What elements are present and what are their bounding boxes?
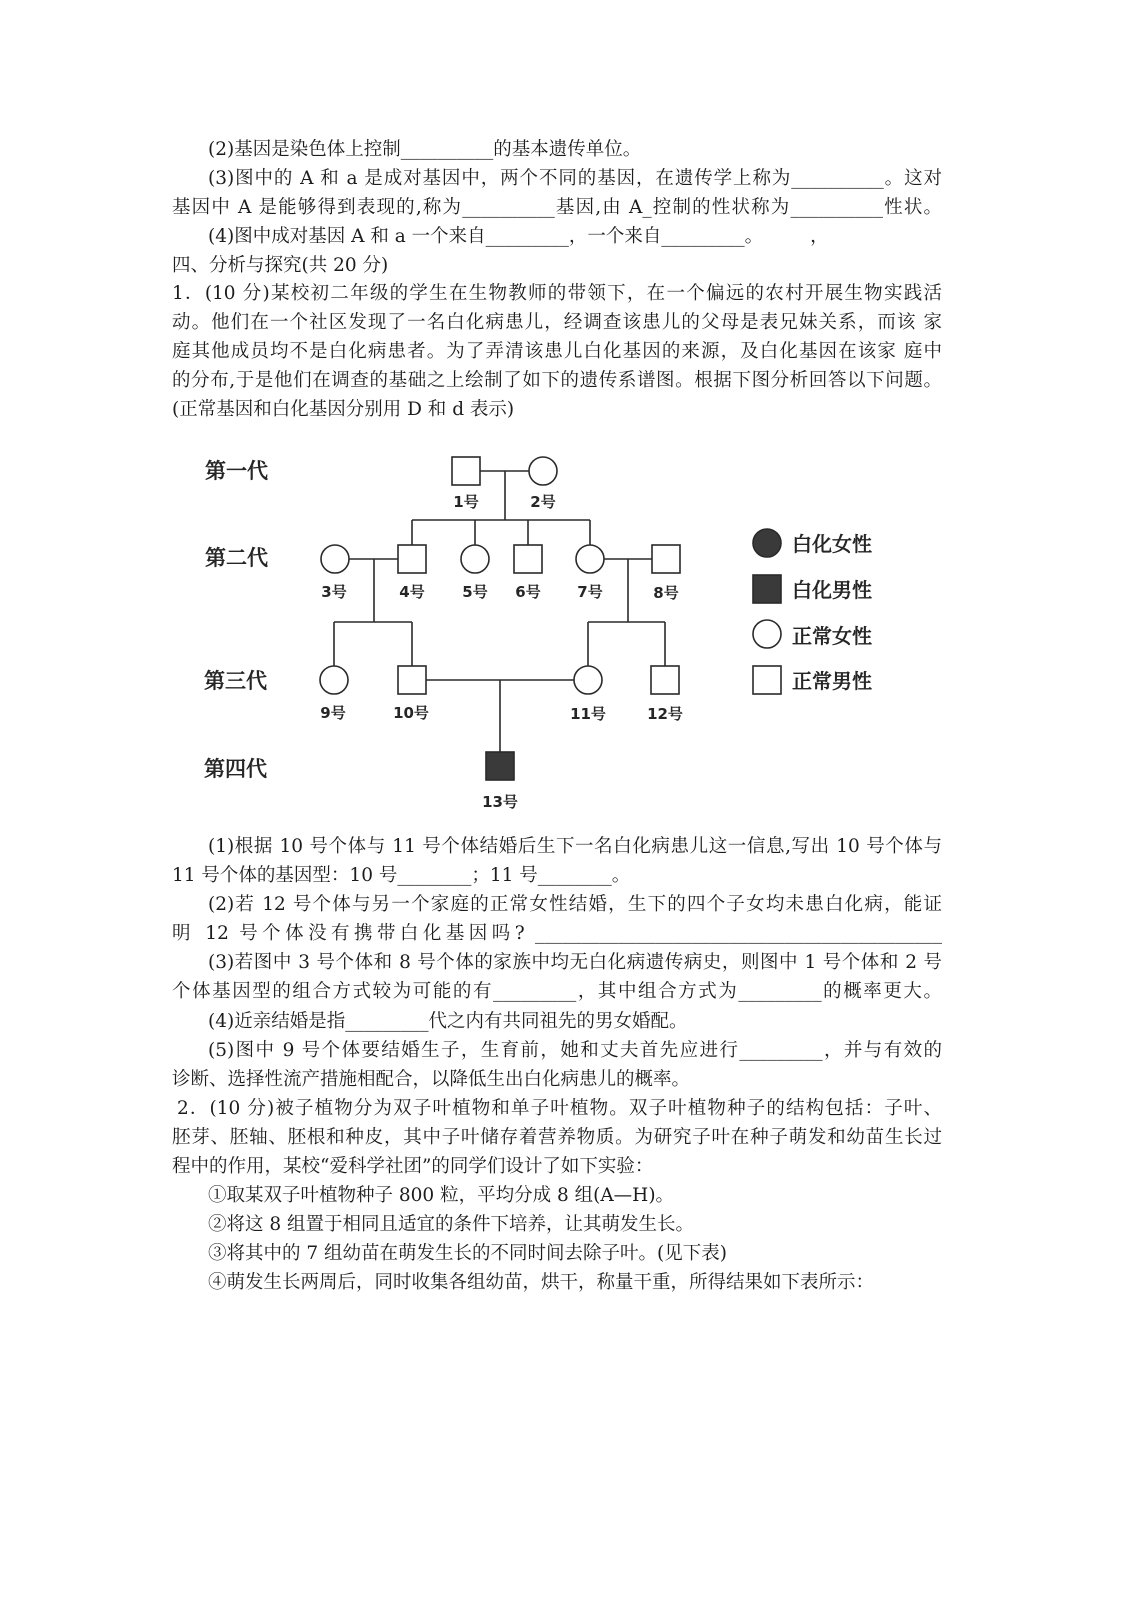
individual-13-affected-male-symbol <box>486 752 514 780</box>
section4-heading: 四、分析与探究(共 20 分) <box>172 254 389 276</box>
legend-label-affected-male: 白化男性 <box>792 578 872 602</box>
q1-sub5-line-2: 诊断、选择性流产措施相配合，以降低生出白化病患儿的概率。 <box>172 1068 691 1090</box>
prev-item2-line-1: (2)基因是染色体上控制__________的基本遗传单位。 <box>208 139 642 160</box>
generation-label-2: 第二代 <box>205 546 268 570</box>
q1-sub2-line-2: 明 12 号个体没有携带白化基因吗? ____________________________________________ <box>172 923 942 945</box>
q1-stem-line-4: 的分布,于是他们在调查的基础之上绘制了如下的遗传系谱图。根据下图分析回答以下问题。 <box>172 370 942 392</box>
q2-stem-line-1: 2．(10 分)被子植物分为双子叶植物和单子叶植物。双子叶植物种子的结构包括：子叶、 <box>177 1097 942 1119</box>
q1-sub2-line-1: (2)若 12 号个体与另一个家庭的正常女性结婚，生下的四个子女均未患白化病，能证 <box>208 894 942 916</box>
individual-7-female-symbol <box>576 545 604 573</box>
individual-label-13: 13号 <box>482 793 518 811</box>
q1-sub3-line-1: (3)若图中 3 号个体和 8 号个体的家族中均无白化病遗传病史，则图中 1 号个体和 2 号 <box>208 952 942 974</box>
individual-label-8: 8号 <box>653 584 679 602</box>
q1-stem-line-5: (正常基因和白化基因分别用 D 和 d 表示) <box>172 399 515 421</box>
legend-normal-female-symbol <box>753 620 781 648</box>
individual-4-male-symbol <box>398 545 426 573</box>
legend-label-affected-female: 白化女性 <box>792 532 872 556</box>
individual-label-6: 6号 <box>515 583 541 601</box>
q2-stem-line-2: 胚芽、胚轴、胚根和种皮，其中子叶储存着营养物质。为研究子叶在种子萌发和幼苗生长过 <box>172 1126 942 1148</box>
individual-11-female-symbol <box>574 666 602 694</box>
individual-label-5: 5号 <box>462 583 488 601</box>
q2-step-1: ①取某双子叶植物种子 800 粒，平均分成 8 组(A—H)。 <box>208 1185 675 1207</box>
q1-sub5-line-1: (5)图中 9 号个体要结婚生子，生育前，她和丈夫首先应进行_________，并与有效的 <box>208 1039 942 1061</box>
generation-label-3: 第三代 <box>204 669 267 693</box>
individual-label-7: 7号 <box>577 583 603 601</box>
q2-step-2: ②将这 8 组置于相同且适宜的条件下培养，让其萌发生长。 <box>208 1214 695 1236</box>
individual-9-female-symbol <box>320 666 348 694</box>
legend-affected-male-symbol <box>753 575 781 603</box>
q1-sub1-line-2: 11 号个体的基因型：10 号________；11 号________。 <box>172 865 631 887</box>
individual-1-male-symbol <box>452 457 480 485</box>
pedigree-diagram <box>190 440 900 835</box>
legend-affected-female-symbol <box>753 529 781 557</box>
individual-6-male-symbol <box>514 545 542 573</box>
individual-label-4: 4号 <box>399 583 425 601</box>
prev-item3-line-2: 基因中 A 是能够得到表现的,称为__________基因,由 A_控制的性状称为__________性状。 <box>172 196 942 218</box>
legend-normal-male-symbol <box>753 666 781 694</box>
q1-sub4-line-1: (4)近亲结婚是指_________代之内有共同祖先的男女婚配。 <box>208 1010 688 1032</box>
individual-10-male-symbol <box>398 666 426 694</box>
individual-3-female-symbol <box>321 545 349 573</box>
upper-text-block <box>172 136 942 425</box>
q1-sub1-line-1: (1)根据 10 号个体与 11 号个体结婚后生下一名白化病患儿这一信息,写出 10 号个体与 <box>208 836 942 857</box>
individual-label-11: 11号 <box>570 705 606 723</box>
individual-8-male-symbol <box>652 545 680 573</box>
prev-item4-line-1: (4)图中成对基因 A 和 a 一个来自_________，一个来自_________。 ， <box>208 225 829 247</box>
prev-item3-line-1: (3)图中的 A 和 a 是成对基因中，两个不同的基因，在遗传学上称为__________。这对 <box>208 167 942 189</box>
q2-step-4: ④萌发生长两周后，同时收集各组幼苗，烘干，称量干重，所得结果如下表所示： <box>208 1272 875 1294</box>
q2-stem-line-3: 程中的作用，某校“爱科学社团”的同学们设计了如下实验： <box>172 1156 654 1178</box>
individual-2-female-symbol <box>529 457 557 485</box>
individual-label-3: 3号 <box>321 583 347 601</box>
individual-label-2: 2号 <box>530 493 556 511</box>
individual-12-male-symbol <box>651 666 679 694</box>
lower-text-block <box>172 832 942 1298</box>
q2-step-3: ③将其中的 7 组幼苗在萌发生长的不同时间去除子叶。(见下表) <box>208 1243 727 1265</box>
q1-sub3-line-2: 个体基因型的组合方式较为可能的有_________，其中组合方式为_________的概率更大。 <box>172 981 942 1003</box>
individual-label-12: 12号 <box>647 705 683 723</box>
generation-label-1: 第一代 <box>205 459 268 483</box>
individual-label-10: 10号 <box>393 704 429 722</box>
q1-stem-line-2: 动。他们在一个社区发现了一名白化病患儿，经调查该患儿的父母是表兄妹关系，而该 家 <box>172 312 942 334</box>
generation-label-4: 第四代 <box>204 757 267 781</box>
pedigree-legend <box>753 529 872 694</box>
legend-label-normal-female: 正常女性 <box>792 624 872 648</box>
pedigree-lines <box>334 471 665 752</box>
individual-5-female-symbol <box>461 545 489 573</box>
q1-stem-line-1: 1．(10 分)某校初二年级的学生在生物教师的带领下，在一个偏远的农村开展生物实践活 <box>172 283 942 305</box>
individual-label-1: 1号 <box>453 493 479 511</box>
q1-stem-line-3: 庭其他成员均不是白化病患者。为了弄清该患儿白化基因的来源，及白化基因在该家 庭中 <box>172 341 942 363</box>
legend-label-normal-male: 正常男性 <box>792 669 872 693</box>
individual-label-9: 9号 <box>320 704 346 722</box>
